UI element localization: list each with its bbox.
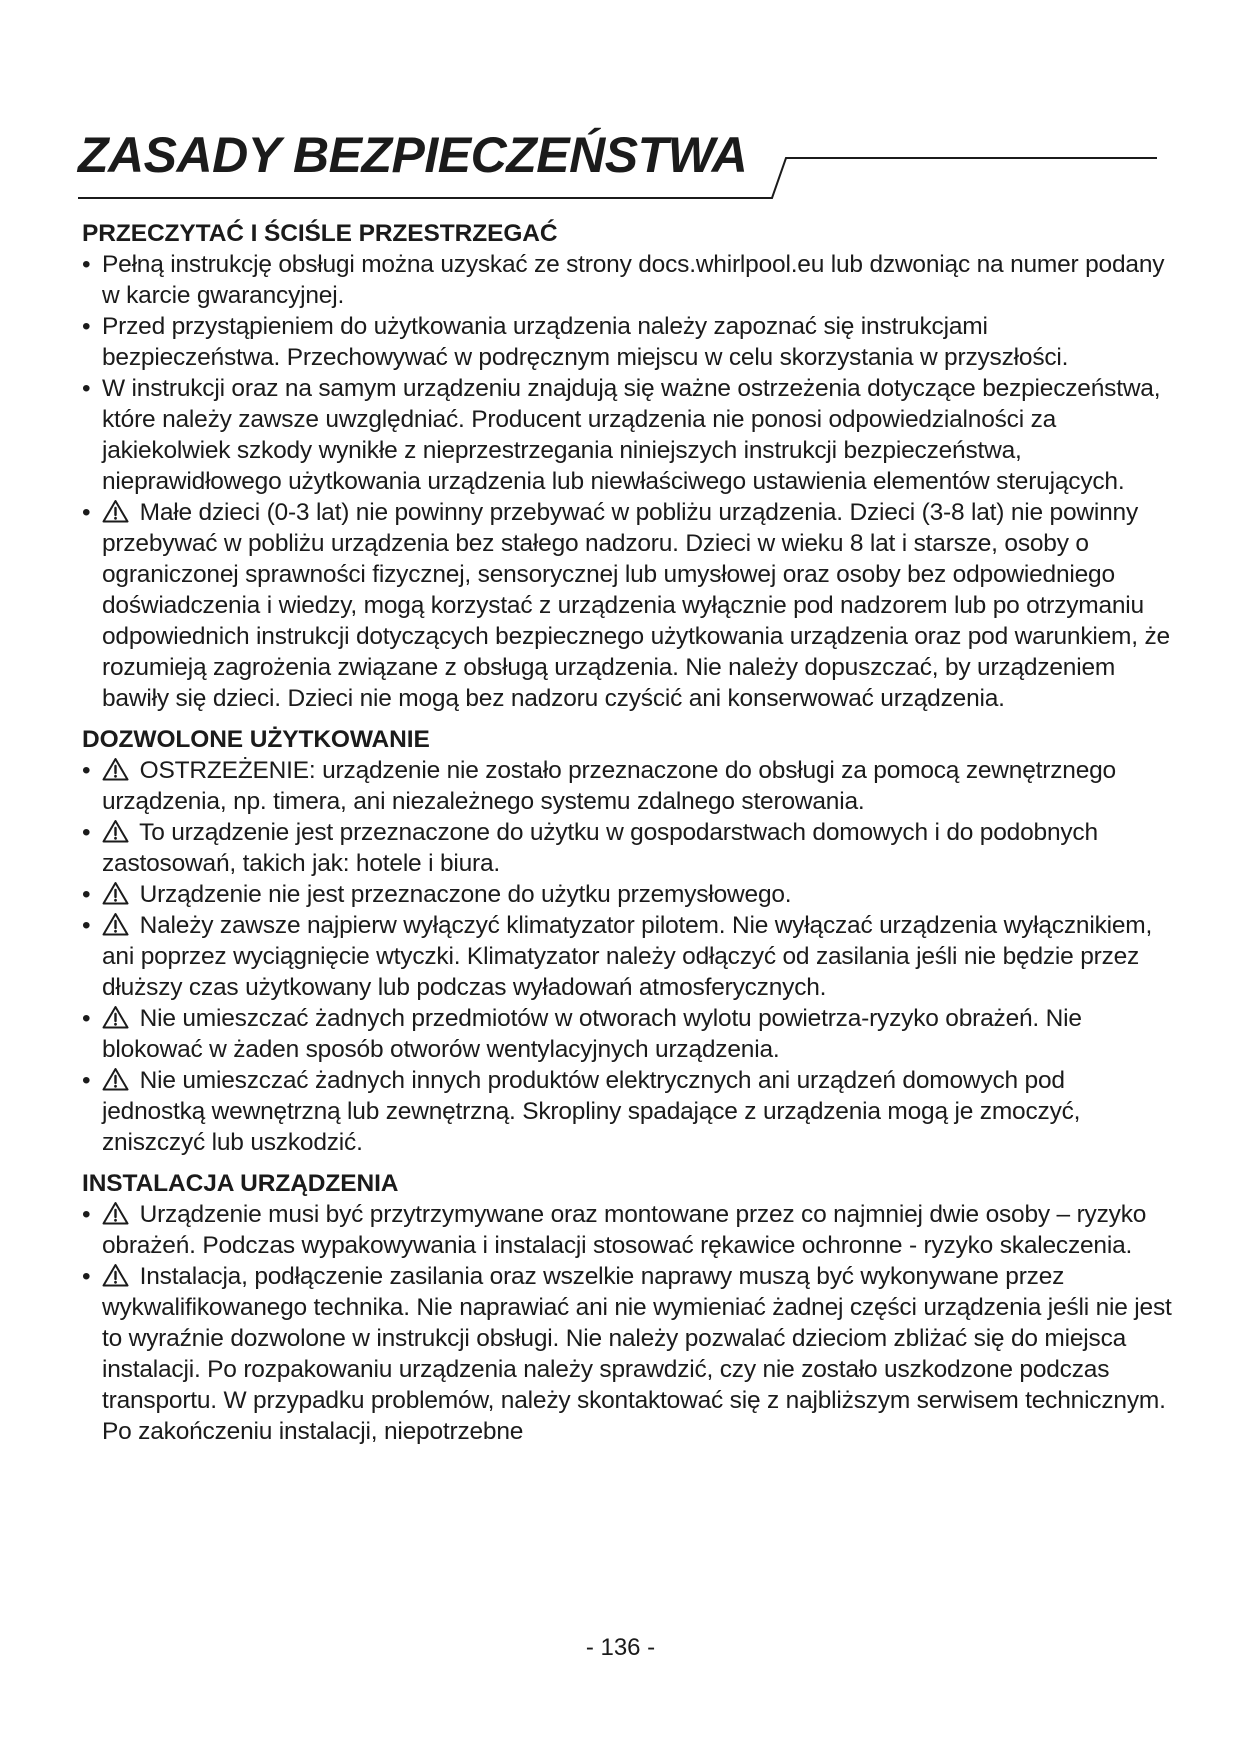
bullet-dot: • — [82, 313, 91, 340]
section — [82, 218, 1172, 714]
list-item — [82, 1199, 1172, 1261]
list-item — [82, 879, 1172, 910]
bullet-dot: • — [82, 499, 91, 526]
item-text: Urządzenie nie jest przeznaczone do użytku przemysłowego. — [139, 881, 792, 908]
section — [82, 1168, 1172, 1447]
list-item — [82, 373, 1172, 497]
bullet-dot: • — [82, 819, 91, 846]
page-title: ZASADY BEZPIECZEŃSTWA — [78, 127, 748, 183]
list-item — [82, 249, 1172, 311]
bullet-dot: • — [82, 757, 91, 784]
bullet-dot: • — [82, 251, 91, 278]
safety-content — [82, 218, 1172, 1447]
list-item — [82, 910, 1172, 1003]
item-text: Urządzenie musi być przytrzymywane oraz montowane przez co najmniej dwie osoby – ryzyko obrażeń. Podczas wypakowywania i instalacji stosować rękawice ochronne - ryzyko skaleczenia. — [102, 1201, 1147, 1259]
page-number: - 136 - — [585, 1634, 656, 1661]
title-rule — [0, 0, 1241, 220]
warning-triangle-icon — [102, 881, 129, 905]
item-text: Należy zawsze najpierw wyłączyć klimatyzator pilotem. Nie wyłączać urządzenia wyłącznikiem, ani poprzez wyciągnięcie wtyczki. Klimatyzator należy odłączyć od zasilania jeśli nie będzie przez dłuższy czas użytkowany lub podczas wyładowań atmosferycznych. — [102, 912, 1153, 1001]
list-item — [82, 1261, 1172, 1447]
warning-triangle-icon — [102, 1263, 129, 1287]
bullet-list — [82, 755, 1172, 1158]
warning-triangle-icon — [102, 819, 129, 843]
bullet-dot: • — [82, 1201, 91, 1228]
bullet-dot: • — [82, 912, 91, 939]
section-heading: PRZECZYTAĆ I ŚCIŚLE PRZESTRZEGAĆ — [82, 220, 558, 247]
warning-triangle-icon — [102, 757, 129, 781]
item-text: Nie umieszczać żadnych innych produktów elektrycznych ani urządzeń domowych pod jednostką wewnętrzną lub zewnętrzną. Skropliny spadające z urządzenia mogą je zmoczyć, zniszczyć lub uszkodzić. — [102, 1067, 1081, 1156]
bullet-dot: • — [82, 375, 91, 402]
item-text: Nie umieszczać żadnych przedmiotów w otworach wylotu powietrza-ryzyko obrażeń. Nie blokować w żaden sposób otworów wentylacyjnych urządzenia. — [102, 1005, 1082, 1063]
item-text: Małe dzieci (0-3 lat) nie powinny przebywać w pobliżu urządzenia. Dzieci (3-8 lat) nie powinny przebywać w pobliżu urządzenia bez stałego nadzoru. Dzieci w wieku 8 lat i starsze, osoby o ograniczonej sprawności fizycznej, sensorycznej lub umysłowej oraz osoby bez odpowiedniego doświadczenia i wiedzy, mogą korzystać z urządzenia wyłącznie pod nadzorem lub po otrzymaniu odpowiednich instrukcji dotyczących bezpiecznego użytkowania urządzenia oraz pod warunkiem, że rozumieją zagrożenia związane z obsługą urządzenia. Nie należy dopuszczać, by urządzeniem bawiły się dzieci. Dzieci nie mogą bez nadzoru czyścić ani konserwować urządzenia. — [102, 499, 1170, 712]
bullet-list — [82, 249, 1172, 714]
bullet-list — [82, 1199, 1172, 1447]
warning-triangle-icon — [102, 499, 129, 523]
item-text: Przed przystąpieniem do użytkowania urządzenia należy zapoznać się instrukcjami bezpieczeństwa. Przechowywać w podręcznym miejscu w celu skorzystania w przyszłości. — [102, 313, 1069, 371]
list-item — [82, 1003, 1172, 1065]
warning-triangle-icon — [102, 912, 129, 936]
bullet-dot: • — [82, 1005, 91, 1032]
section — [82, 724, 1172, 1158]
list-item — [82, 311, 1172, 373]
bullet-dot: • — [82, 881, 91, 908]
item-text: OSTRZEŻENIE: urządzenie nie zostało przeznaczone do obsługi za pomocą zewnętrznego urządzenia, np. timera, ani niezależnego systemu zdalnego sterowania. — [102, 757, 1116, 815]
list-item — [82, 497, 1172, 714]
bullet-dot: • — [82, 1263, 91, 1290]
section-heading: DOZWOLONE UŻYTKOWANIE — [82, 726, 430, 753]
list-item — [82, 1065, 1172, 1158]
item-text: Instalacja, podłączenie zasilania oraz wszelkie naprawy muszą być wykonywane przez wykwalifikowanego technika. Nie naprawiać ani nie wymieniać żadnej części urządzenia jeśli nie jest to wyraźnie dozwolone w instrukcji obsługi. Nie należy pozwalać dzieciom zbliżać się do miejsca instalacji. Po rozpakowaniu urządzenia należy sprawdzić, czy nie zostało uszkodzone podczas transportu. W przypadku problemów, należy skontaktować się z najbliższym serwisem technicznym. Po zakończeniu instalacji, niepotrzebne — [102, 1263, 1172, 1445]
item-text: To urządzenie jest przeznaczone do użytku w gospodarstwach domowych i do podobnych zastosowań, takich jak: hotele i biura. — [102, 819, 1098, 877]
warning-triangle-icon — [102, 1067, 129, 1091]
bullet-dot: • — [82, 1067, 91, 1094]
item-text: Pełną instrukcję obsługi można uzyskać ze strony docs.whirlpool.eu lub dzwoniąc na numer podany w karcie gwarancyjnej. — [102, 251, 1165, 309]
warning-triangle-icon — [102, 1005, 129, 1029]
list-item — [82, 755, 1172, 817]
warning-triangle-icon — [102, 1201, 129, 1225]
list-item — [82, 817, 1172, 879]
section-heading: INSTALACJA URZĄDZENIA — [82, 1170, 399, 1197]
item-text: W instrukcji oraz na samym urządzeniu znajdują się ważne ostrzeżenia dotyczące bezpieczeństwa, które należy zawsze uwzględniać. Producent urządzenia nie ponosi odpowiedzialności za jakiekolwiek szkody wynikłe z nieprzestrzegania niniejszych instrukcji bezpieczeństwa, nieprawidłowego użytkowania urządzenia lub niewłaściwego ustawienia elementów sterujących. — [102, 375, 1161, 495]
